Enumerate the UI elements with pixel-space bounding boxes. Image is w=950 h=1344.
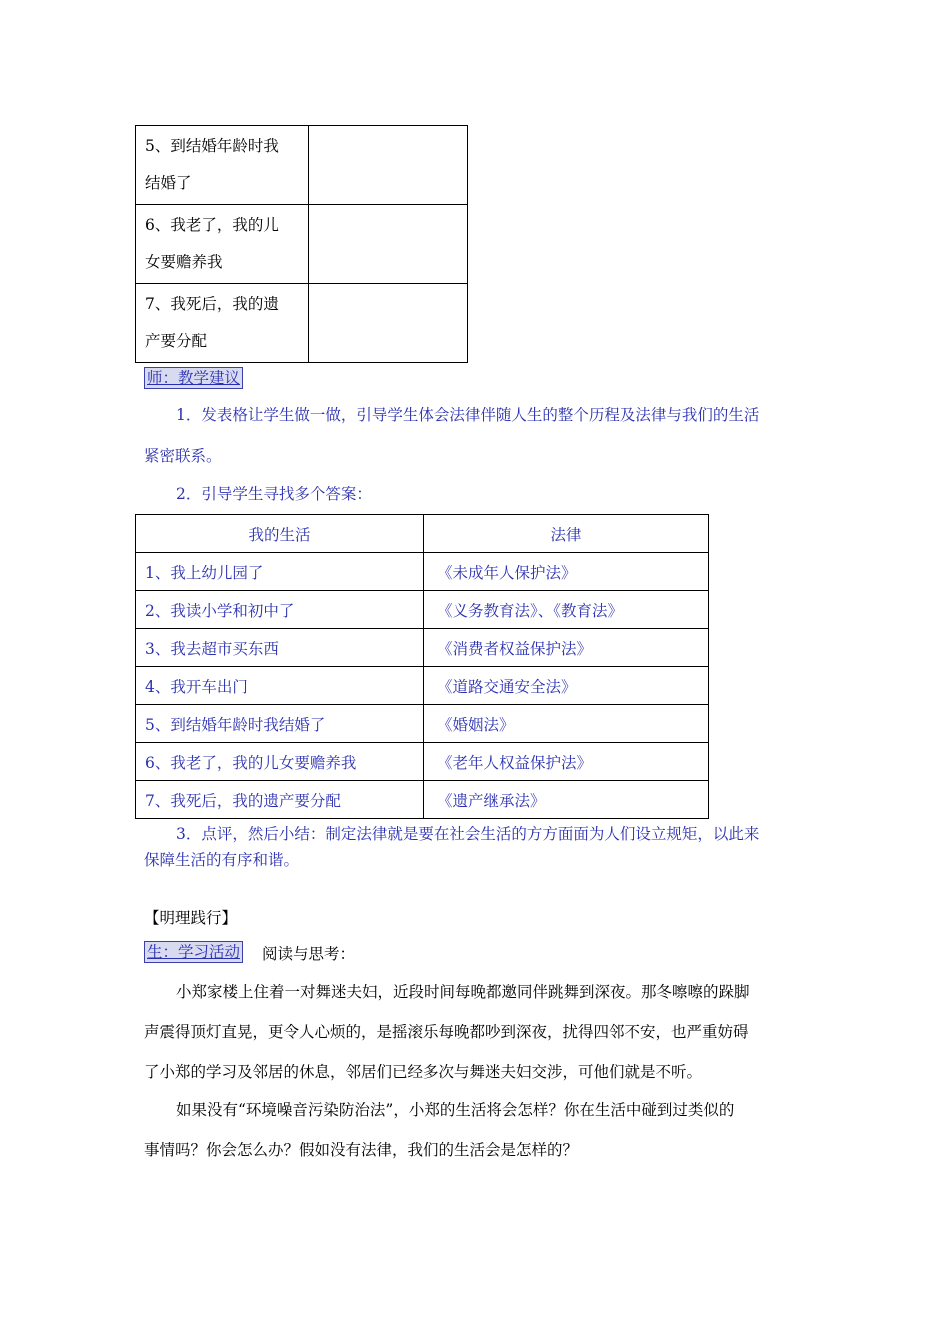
header-cell: 我的生活 bbox=[136, 515, 424, 553]
student-task: 阅读与思考： bbox=[262, 945, 356, 963]
life-cell: 3、我去超市买东西 bbox=[136, 629, 424, 667]
empty-answer-cell bbox=[309, 205, 468, 284]
empty-answer-cell bbox=[309, 126, 468, 205]
law-cell: 《道路交通安全法》 bbox=[424, 667, 709, 705]
life-cell: 6、我老了，我的儿女要赡养我 bbox=[136, 743, 424, 781]
section-title: 【明理践行】 bbox=[144, 909, 238, 927]
table-row bbox=[136, 205, 468, 284]
empty-answer-cell bbox=[309, 284, 468, 363]
story-line-2: 声震得顶灯直晃，更令人心烦的，是摇滚乐每晚都吵到深夜，扰得四邻不安，也严重妨碍 bbox=[144, 1023, 749, 1041]
table-row bbox=[136, 667, 709, 705]
table-row bbox=[136, 591, 709, 629]
cell-line: 7、我死后，我的遗 bbox=[145, 295, 279, 313]
table-cell bbox=[136, 284, 309, 363]
law-cell: 《老年人权益保护法》 bbox=[424, 743, 709, 781]
law-cell: 《义务教育法》、《教育法》 bbox=[424, 591, 709, 629]
cell-line: 产要分配 bbox=[145, 332, 208, 350]
table-row bbox=[136, 781, 709, 819]
table-row bbox=[136, 743, 709, 781]
law-cell: 《消费者权益保护法》 bbox=[424, 629, 709, 667]
law-cell: 《未成年人保护法》 bbox=[424, 553, 709, 591]
table-header-row bbox=[136, 515, 709, 553]
cell-line: 女要赡养我 bbox=[145, 253, 223, 271]
table-cell bbox=[136, 205, 309, 284]
life-law-table bbox=[135, 514, 709, 819]
student-tag: 生：学习活动 bbox=[144, 941, 243, 963]
cell-line: 结婚了 bbox=[145, 174, 192, 192]
table-row bbox=[136, 284, 468, 363]
teacher-tag: 师：教学建议 bbox=[144, 367, 243, 389]
suggestion-1-line-1: 1．发表格让学生做一做，引导学生体会法律伴随人生的整个历程及法律与我们的生活 bbox=[176, 406, 760, 424]
suggestion-3-line-2: 保障生活的有序和谐。 bbox=[144, 851, 300, 869]
story-line-3: 了小郑的学习及邻居的休息，邻居们已经多次与舞迷夫妇交涉，可他们就是不听。 bbox=[144, 1063, 703, 1081]
story-line-1: 小郑家楼上住着一对舞迷夫妇，近段时间每晚都邀同伴跳舞到深夜。那冬嚓嚓的跺脚 bbox=[176, 983, 750, 1001]
header-cell: 法律 bbox=[424, 515, 709, 553]
life-events-table bbox=[135, 125, 468, 363]
table-cell bbox=[136, 126, 309, 205]
table-row bbox=[136, 126, 468, 205]
life-cell: 7、我死后，我的遗产要分配 bbox=[136, 781, 424, 819]
law-cell: 《遗产继承法》 bbox=[424, 781, 709, 819]
question-line-1: 如果没有“环境噪音污染防治法”，小郑的生活将会怎样？你在生活中碰到过类似的 bbox=[176, 1101, 735, 1119]
life-cell: 4、我开车出门 bbox=[136, 667, 424, 705]
life-cell: 1、我上幼儿园了 bbox=[136, 553, 424, 591]
question-line-2: 事情吗？你会怎么办？假如没有法律，我们的生活会是怎样的？ bbox=[144, 1141, 579, 1159]
table-row bbox=[136, 705, 709, 743]
suggestion-3-line-1: 3．点评，然后小结：制定法律就是要在社会生活的方方面面为人们设立规矩，以此来 bbox=[176, 825, 760, 843]
life-cell: 2、我读小学和初中了 bbox=[136, 591, 424, 629]
suggestion-2: 2．引导学生寻找多个答案： bbox=[176, 485, 372, 503]
table-row bbox=[136, 629, 709, 667]
cell-line: 6、我老了，我的儿 bbox=[145, 216, 279, 234]
cell-line: 5、到结婚年龄时我 bbox=[145, 137, 279, 155]
suggestion-1-line-2: 紧密联系。 bbox=[144, 447, 222, 465]
table-row bbox=[136, 553, 709, 591]
life-cell: 5、到结婚年龄时我结婚了 bbox=[136, 705, 424, 743]
law-cell: 《婚姻法》 bbox=[424, 705, 709, 743]
